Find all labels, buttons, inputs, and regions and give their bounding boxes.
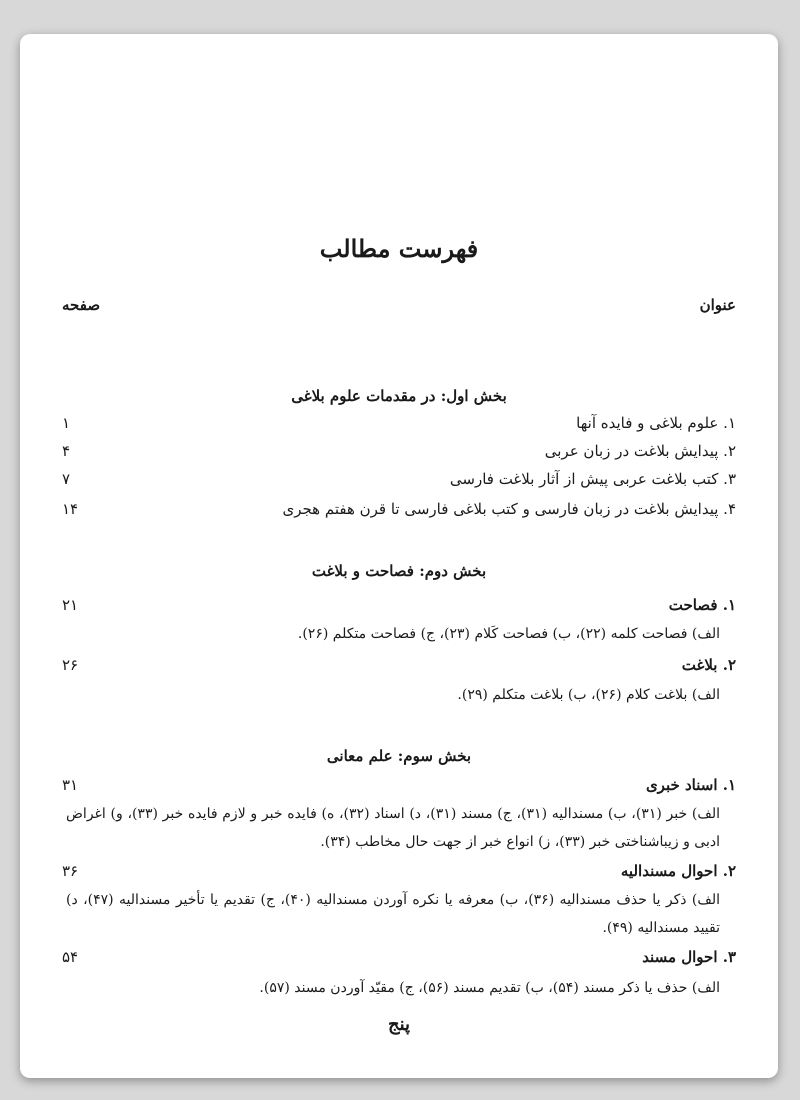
entry-page: ۳۱ bbox=[62, 776, 79, 794]
entry-page: ۵۴ bbox=[62, 948, 79, 966]
entry-page: ۴ bbox=[62, 442, 71, 460]
entry-label: ۱. اسناد خبری bbox=[645, 776, 736, 794]
page-title: فهرست مطالب bbox=[319, 234, 479, 263]
toc-entry bbox=[62, 948, 736, 976]
entry-label: ۱. فصاحت bbox=[668, 596, 736, 614]
entry-label: ۱. علوم بلاغی و فایده آنها bbox=[576, 414, 736, 432]
section-heading: بخش سوم: علم معانی bbox=[326, 747, 472, 765]
entry-label: ۳. احوال مسند bbox=[642, 948, 736, 966]
column-header-title: عنوان bbox=[699, 296, 736, 314]
entry-page: ۷ bbox=[62, 470, 71, 488]
entry-subtopics: الف) خبر (۳۱)، ب) مسندالیه (۳۱)، ج) مسند (۳۱)، د) اسناد (۳۲)، ه) فایده خبر و لازم فایده خبر (۳۳)، و) اغراض ادبی و زیباشناختی خبر (۳۳)، ز) انواع خبر از جهت حال مخاطب (۳۴). bbox=[66, 806, 720, 850]
entry-subtopics: الف) حذف یا ذکر مسند (۵۴)، ب) تقدیم مسند (۵۶)، ج) مقیّد آوردن مسند (۵۷). bbox=[259, 980, 720, 996]
entry-page: ۱۴ bbox=[62, 500, 79, 518]
section-heading: بخش اول: در مقدمات علوم بلاغی bbox=[291, 387, 507, 405]
toc-entry bbox=[62, 442, 736, 470]
entry-label: ۲. پیدایش بلاغت در زبان عربی bbox=[544, 442, 736, 460]
entry-label: ۲. بلاغت bbox=[681, 656, 736, 674]
page-number-footer: پنج bbox=[387, 1014, 411, 1035]
section-heading: بخش دوم: فصاحت و بلاغت bbox=[311, 562, 487, 580]
column-header-page: صفحه bbox=[62, 296, 101, 314]
entry-page: ۲۱ bbox=[62, 596, 79, 614]
entry-label: ۲. احوال مسندالیه bbox=[620, 862, 736, 880]
entry-label: ۳. کتب بلاغت عربی پیش از آثار بلاغت فارسی bbox=[449, 470, 736, 488]
toc-entry bbox=[62, 500, 736, 528]
entry-page: ۲۶ bbox=[62, 656, 79, 674]
toc-entry bbox=[62, 470, 736, 498]
entry-subtopics: الف) ذکر یا حذف مسندالیه (۳۶)، ب) معرفه یا نکره آوردن مسندالیه (۴۰)، ج) تقدیم یا تأخیر مسندالیه (۴۷)، د) تقیید مسندالیه (۴۹). bbox=[66, 892, 720, 936]
toc-entry bbox=[62, 414, 736, 442]
toc-entry bbox=[62, 656, 736, 684]
entry-subtopics: الف) فصاحت کلمه (۲۲)، ب) فصاحت کَلام (۲۳)، ج) فصاحت متکلم (۲۶). bbox=[297, 626, 720, 642]
entry-label: ۴. پیدایش بلاغت در زبان فارسی و کتب بلاغی فارسی تا قرن هفتم هجری bbox=[282, 500, 736, 518]
entry-page: ۱ bbox=[62, 414, 71, 432]
entry-subtopics: الف) بلاغت کلام (۲۶)، ب) بلاغت متکلم (۲۹). bbox=[457, 687, 720, 703]
entry-page: ۳۶ bbox=[62, 862, 79, 880]
document-page bbox=[20, 34, 778, 1078]
